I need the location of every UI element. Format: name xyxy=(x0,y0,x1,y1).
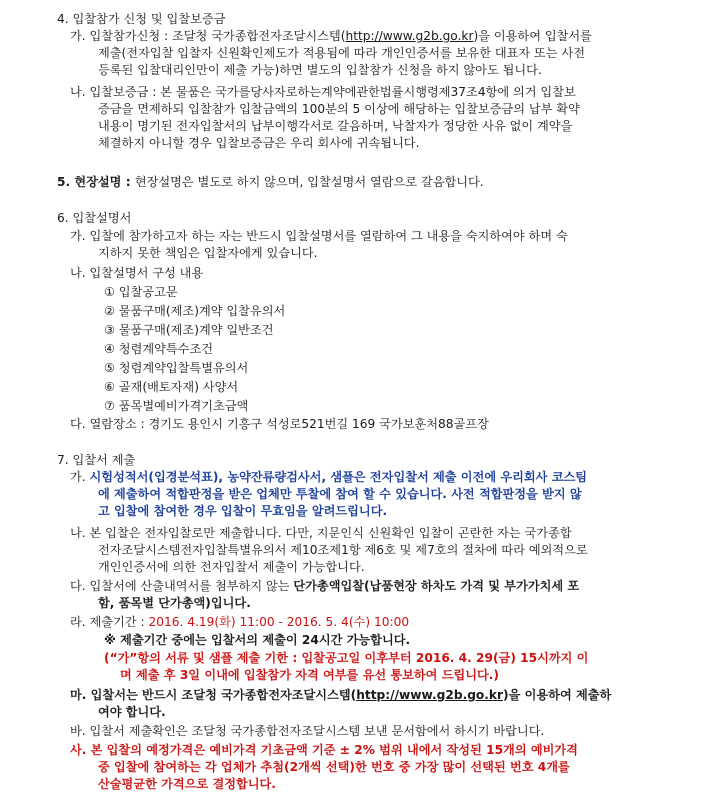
section-6-ga-line2: 지하지 못한 책임은 입찰자에게 있습니다. xyxy=(98,246,318,260)
text-fragment: 가. 입찰참가신청 : 조달청 국가종합전자조달시스템( xyxy=(70,29,346,43)
list-item: ⑥ 골재(배토자재) 사양서 xyxy=(104,380,239,394)
section-6-da: 다. 열람장소 : 경기도 용인시 기흥구 석성로521번길 169 국가보훈처88골프장 xyxy=(70,417,489,431)
text-fragment: 마. 입찰서는 반드시 조달청 국가종합전자조달시스템( xyxy=(70,688,357,702)
section-7-ba: 바. 입찰서 제출확인은 조달청 국가종합전자조달시스템 보낸 문서함에서 하시기 바랍니다. xyxy=(70,724,545,738)
list-item: ① 입찰공고문 xyxy=(104,285,178,299)
section-7-note: ※ 제출기간 중에는 입찰서의 제출이 24시간 가능합니다. xyxy=(104,633,411,647)
text-fragment: 다. 입찰서에 산출내역서를 첨부하지 않는 xyxy=(70,579,294,593)
section-7-sa-line3: 산술평균한 가격으로 결정합니다. xyxy=(98,777,276,791)
section-7-ga-line2: 에 제출하여 적합판정을 받은 업체만 투찰에 참여 할 수 있습니다. 사전 적합판정을 받지 않 xyxy=(98,487,582,501)
section-7-red-line2: 며 제출 후 3일 이내에 입찰참가 자격 여부를 유선 통보하여 드립니다.) xyxy=(120,668,499,682)
list-item: ⑦ 품목별예비가격기초금액 xyxy=(104,399,249,413)
text-fragment: 단가총액입찰(납품현장 하차도 가격 및 부가가치세 포 xyxy=(293,579,580,593)
section-4-ga-line3: 등록된 입찰대리인만이 제출 가능)하면 별도의 입찰참가 신청을 하지 않아도 됩니다. xyxy=(98,63,542,77)
list-item: ④ 청렴계약특수조건 xyxy=(104,342,213,356)
section-7-ga-line3: 고 입찰에 참여한 경우 입찰이 무효임을 알려드립니다. xyxy=(98,504,388,518)
section-5-text: 현장설명은 별도로 하지 않으며, 입찰설명서 열람으로 갈음합니다. xyxy=(134,175,484,189)
text-fragment: 시험성적서(입경분석표), 농약잔류량검사서, 샘플은 전자입찰서 제출 이전에 우리회사 코스팀 xyxy=(89,470,588,484)
section-7-da-line1 xyxy=(70,578,579,594)
section-6-na-title: 나. 입찰설명서 구성 내용 xyxy=(70,266,204,280)
section-7-red-line1: (“가”항의 서류 및 샘플 제출 기한 : 입찰공고일 이후부터 2016. 4. 29(금) 15시까지 이 xyxy=(104,651,589,665)
section-4-na-line4: 체결하지 아니할 경우 입찰보증금은 우리 회사에 귀속됩니다. xyxy=(98,136,420,150)
text-fragment: 가. xyxy=(70,470,90,484)
g2b-link[interactable]: http://www.g2b.go.kr xyxy=(356,688,504,702)
text-fragment: )을 이용하여 입찰서를 xyxy=(473,29,592,43)
g2b-link[interactable]: http://www.g2b.go.kr xyxy=(345,29,474,43)
section-7-na-line1: 나. 본 입찰은 전자입찰로만 제출합니다. 다만, 지문인식 신원확인 입찰이 곤란한 자는 국가종합 xyxy=(70,526,572,540)
section-5-line xyxy=(57,174,484,190)
list-item: ③ 물품구매(제조)계약 일반조건 xyxy=(104,323,274,337)
section-7-ma-line1 xyxy=(70,687,611,703)
section-7-heading: 7. 입찰서 제출 xyxy=(57,453,136,467)
section-7-sa-line2: 중 입찰에 참여하는 각 업체가 추첨(2개씩 선택)한 번호 중 가장 많이 선택된 번호 4개를 xyxy=(98,760,570,774)
section-7-sa-line1: 사. 본 입찰의 예정가격은 예비가격 기초금액 기준 ± 2% 범위 내에서 작성된 15개의 예비가격 xyxy=(70,743,578,757)
section-4-ga-line1 xyxy=(70,28,592,44)
section-7-ra xyxy=(70,614,409,630)
section-7-ga-line1 xyxy=(70,469,587,485)
text-fragment: )을 이용하여 제출하 xyxy=(503,688,612,702)
section-7-da-line2: 함, 품목별 단가총액)입니다. xyxy=(98,596,251,610)
section-7-na-line3: 개인인증서에 의한 전자입찰서 제출이 가능합니다. xyxy=(98,560,365,574)
section-7-ma-line2: 여야 합니다. xyxy=(98,705,166,719)
list-item: ⑤ 청렴계약입찰특별유의서 xyxy=(104,361,249,375)
section-4-na-line1: 나. 입찰보증금 : 본 물품은 국가를당사자로하는계약에관한법률시행령제37조4항에 의거 입찰보 xyxy=(70,85,576,99)
text-fragment: 라. 제출기간 : xyxy=(70,615,149,629)
section-4-heading: 4. 입찰참가 신청 및 입찰보증금 xyxy=(57,12,226,26)
section-4-na-line3: 내용이 명기된 전자입찰서의 납부이행각서로 갈음하며, 낙찰자가 정당한 사유 없이 계약을 xyxy=(98,119,573,133)
section-6-heading: 6. 입찰설명서 xyxy=(57,211,132,225)
section-6-ga-line1: 가. 입찰에 참가하고자 하는 자는 반드시 입찰설명서를 열람하여 그 내용을 숙지하여야 하며 숙 xyxy=(70,229,568,243)
section-5-heading: 5. 현장설명 : xyxy=(57,175,135,189)
section-4-na-line2: 증금을 면제하되 입찰참가 입찰금액의 100분의 5 이상에 해당하는 입찰보증금의 납부 확약 xyxy=(98,102,580,116)
list-item: ② 물품구매(제조)계약 입찰유의서 xyxy=(104,304,286,318)
submission-period: 2016. 4.19(화) 11:00 - 2016. 5. 4(수) 10:00 xyxy=(148,615,410,629)
section-4-ga-line2: 제출(전자입찰 입찰자 신원확인제도가 적용됨에 따라 개인인증서를 보유한 대표자 또는 사전 xyxy=(98,46,585,60)
section-7-na-line2: 전자조달시스템전자입찰특별유의서 제10조제1항 제6호 및 제7호의 절차에 따라 예외적으로 xyxy=(98,543,588,557)
